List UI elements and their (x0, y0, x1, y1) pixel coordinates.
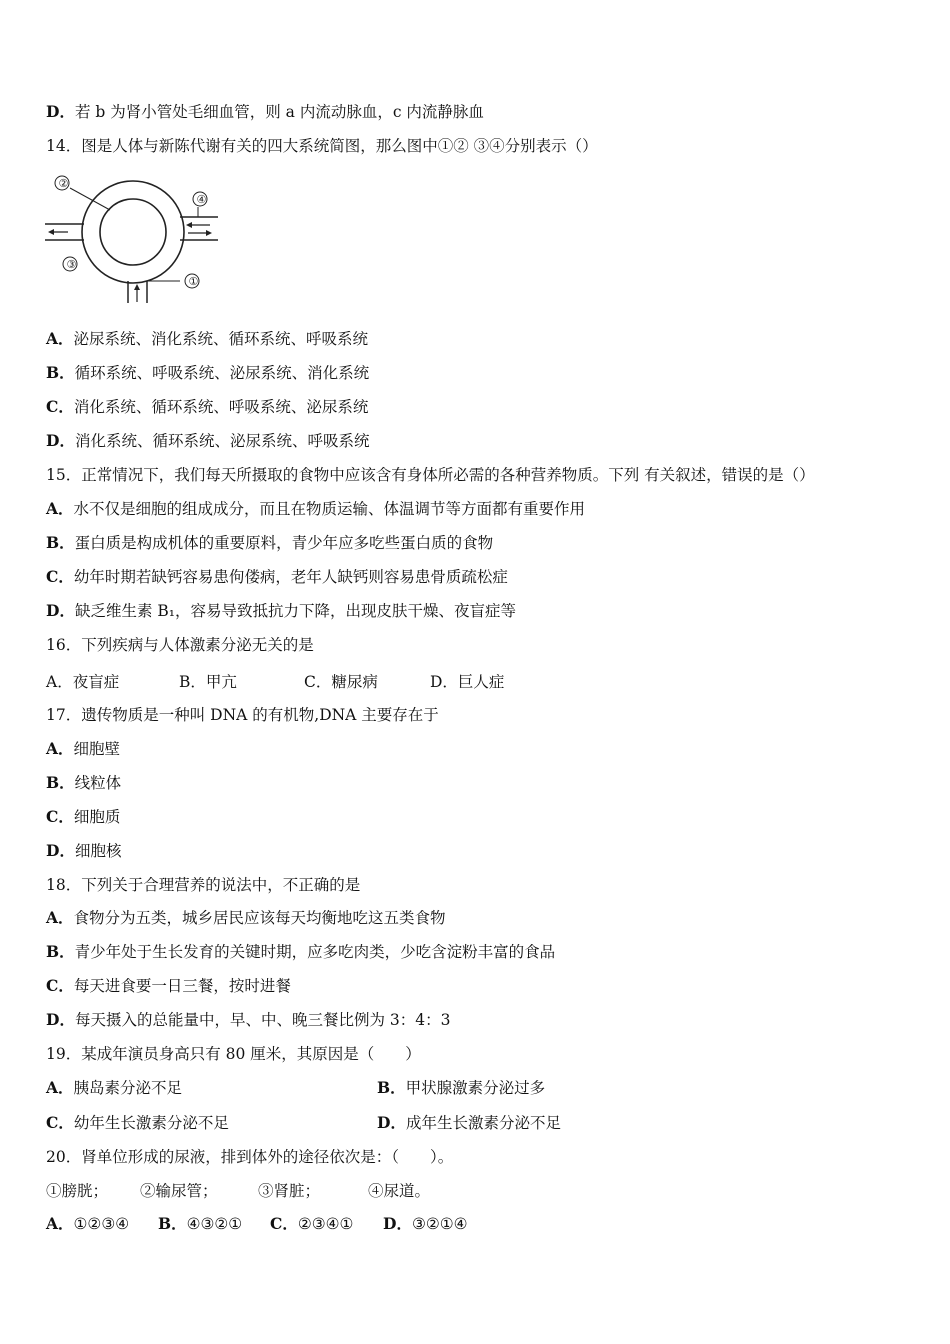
option-letter: C． (46, 567, 74, 586)
left-arrow-head (48, 229, 54, 235)
q16-stem: 16．下列疾病与人体激素分泌无关的是 (46, 636, 314, 654)
q15-option-d (46, 601, 516, 621)
option-text: 消化系统、循环系统、泌尿系统、呼吸系统 (74, 432, 370, 450)
option-letter: C． (46, 397, 74, 416)
option-letter: A． (46, 329, 74, 348)
option-letter: C． (46, 976, 74, 995)
label-4: ④ (196, 193, 207, 206)
label-2: ② (58, 177, 69, 190)
q19-option-c (46, 1113, 229, 1133)
q20-items (0, 1181, 950, 1203)
option-text: 胰岛素分泌不足 (73, 1079, 183, 1097)
q16-option-b: B．甲亢 (179, 673, 237, 691)
q14-option-a (46, 329, 368, 349)
option-text: ①②③④ (73, 1215, 130, 1233)
right-arrow-in-head (186, 222, 192, 228)
q14-option-b (46, 363, 369, 383)
q19-option-b (377, 1078, 545, 1098)
option-text: 泌尿系统、消化系统、循环系统、呼吸系统 (73, 330, 369, 348)
q18-stem: 18．下列关于合理营养的说法中，不正确的是 (46, 876, 361, 894)
option-text: 幼年生长激素分泌不足 (73, 1114, 229, 1132)
option-text: 食物分为五类，城乡居民应该每天均衡地吃这五类食物 (73, 909, 446, 927)
option-letter: A． (46, 739, 74, 758)
option-letter: D． (46, 601, 75, 620)
q15-option-a (46, 499, 585, 519)
q20-item-1: ①膀胱； (46, 1182, 109, 1200)
option-letter: D． (383, 1214, 412, 1233)
option-text: 线粒体 (74, 774, 122, 792)
option-text: 蛋白质是构成机体的重要原料，青少年应多吃些蛋白质的食物 (74, 534, 494, 552)
option-text: 循环系统、呼吸系统、泌尿系统、消化系统 (74, 364, 370, 382)
option-letter: B． (46, 942, 75, 961)
option-text: 每天摄入的总能量中，早、中、晚三餐比例为 3：4：3 (74, 1011, 451, 1029)
option-letter: B． (158, 1214, 187, 1233)
option-letter: D． (46, 841, 75, 860)
q16-option-d: D．巨人症 (430, 673, 505, 691)
label-1: ① (188, 275, 199, 288)
q17-option-b (46, 773, 121, 793)
q20-options (0, 1214, 950, 1236)
option-letter: C． (270, 1214, 298, 1233)
option-text: 水不仅是细胞的组成成分，而且在物质运输、体温调节等方面都有重要作用 (73, 500, 586, 518)
q15-option-c (46, 567, 508, 587)
option-letter: A． (46, 1214, 74, 1233)
option-letter: B． (46, 773, 75, 792)
option-text: 细胞核 (74, 842, 122, 860)
option-text: 成年生长激素分泌不足 (405, 1114, 561, 1132)
q20-option-c (270, 1214, 353, 1234)
q19-option-d (377, 1113, 561, 1133)
q14-option-c (46, 397, 368, 417)
q14-stem: 14．图是人体与新陈代谢有关的四大系统简图，那么图中①② ③④分别表示（） (46, 137, 598, 155)
option-letter: C． (46, 807, 74, 826)
q20-option-a (46, 1214, 129, 1234)
q20-option-d (383, 1214, 468, 1234)
q15-stem: 15．正常情况下，我们每天所摄取的食物中应该含有身体所必需的各种营养物质。下列 有关叙述，错误的是（） (46, 466, 815, 484)
option-letter: A． (46, 908, 74, 927)
option-text: 青少年处于生长发育的关键时期，应多吃肉类，少吃含淀粉丰富的食品 (74, 943, 556, 961)
q17-option-d (46, 841, 121, 861)
inner-ring (100, 199, 166, 265)
q17-stem: 17．遗传物质是一种叫 DNA 的有机物,DNA 主要存在于 (46, 706, 439, 724)
option-letter: B． (46, 363, 75, 382)
right-arrow-out-head (206, 230, 212, 236)
option-letter: A． (46, 1078, 74, 1097)
option-text: 缺乏维生素 B₁，容易导致抵抗力下降，出现皮肤干燥、夜盲症等 (74, 602, 516, 620)
q20-item-2: ②输尿管； (140, 1182, 218, 1200)
option-text: ②③④① (297, 1215, 354, 1233)
option-text: ④③②① (186, 1215, 243, 1233)
q16-option-a: A．夜盲症 (46, 673, 120, 691)
q13-option-d (46, 102, 484, 122)
option-letter: B． (46, 533, 75, 552)
q19-stem: 19．某成年演员身高只有 80 厘米，其原因是（ ） (46, 1045, 421, 1063)
q17-option-c (46, 807, 120, 827)
q19-options (0, 1078, 950, 1138)
q20-option-b (158, 1214, 242, 1234)
option-letter: D． (46, 431, 75, 450)
q15-option-b (46, 533, 493, 553)
option-text: ③②①④ (411, 1215, 468, 1233)
option-letter: A． (46, 499, 74, 518)
metabolism-systems-diagram (40, 170, 220, 305)
option-letter: C． (46, 1113, 74, 1132)
option-text: 细胞质 (73, 808, 121, 826)
q18-option-d (46, 1010, 450, 1030)
option-text: 甲状腺激素分泌过多 (405, 1079, 546, 1097)
q18-option-a (46, 908, 446, 928)
option-text: 每天进食要一日三餐，按时进餐 (73, 977, 291, 995)
option-letter: D． (46, 1010, 75, 1029)
q18-option-c (46, 976, 291, 996)
option-text: 细胞壁 (73, 740, 121, 758)
option-letter: D． (46, 102, 75, 121)
bottom-arrow-head (134, 284, 140, 290)
q20-stem: 20．肾单位形成的尿液，排到体外的途径依次是：（ ）。 (46, 1148, 454, 1166)
q16-option-c: C．糖尿病 (304, 673, 378, 691)
q19-option-a (46, 1078, 182, 1098)
leader-2 (70, 188, 110, 210)
diagram-svg (40, 170, 220, 305)
q17-option-a (46, 739, 120, 759)
option-letter: B． (377, 1078, 406, 1097)
outer-ring (82, 181, 184, 283)
label-3: ③ (66, 258, 77, 271)
q20-item-3: ③肾脏； (258, 1182, 321, 1200)
q14-option-d (46, 431, 369, 451)
option-text: 若 b 为肾小管处毛细血管，则 a 内流动脉血，c 内流静脉血 (74, 103, 484, 121)
q20-item-4: ④尿道。 (368, 1182, 431, 1200)
option-letter: D． (377, 1113, 406, 1132)
option-text: 消化系统、循环系统、呼吸系统、泌尿系统 (73, 398, 369, 416)
option-text: 幼年时期若缺钙容易患佝偻病，老年人缺钙则容易患骨质疏松症 (73, 568, 508, 586)
q18-option-b (46, 942, 555, 962)
